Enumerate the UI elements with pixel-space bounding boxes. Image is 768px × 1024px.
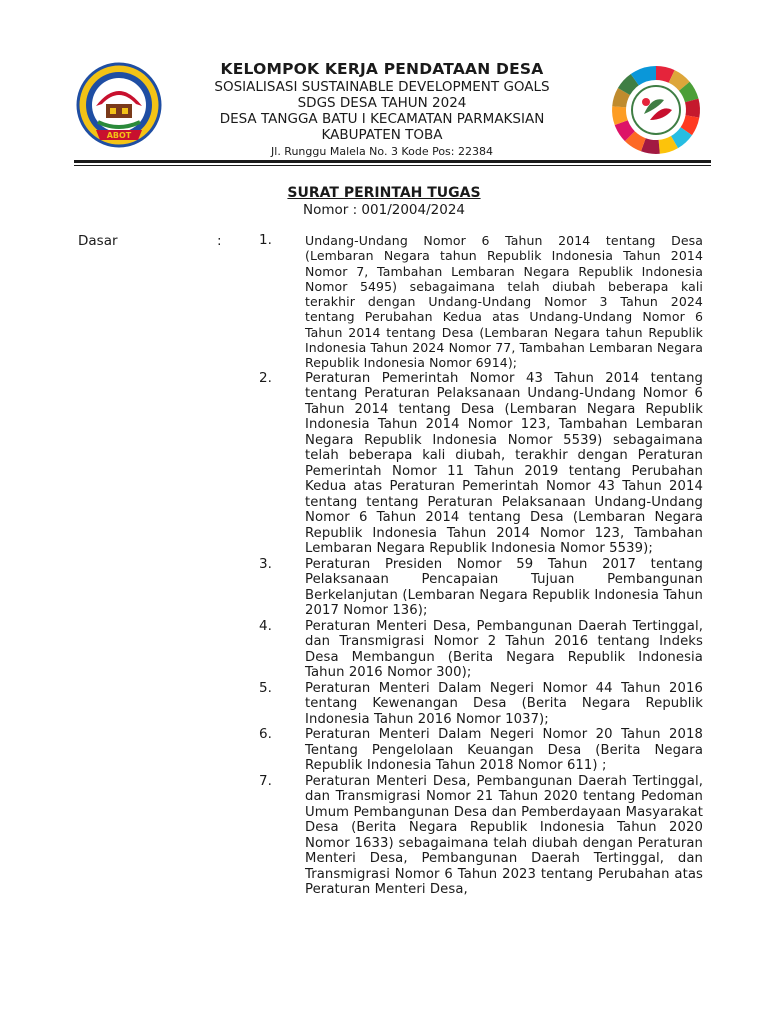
item-text: Peraturan Pemerintah Nomor 43 Tahun 2014 tentang tentang Peraturan Pelaksanaan Undang-Undang Nomor 6 Tahun 2014 tentang Desa (Lembaran Negara Republik Indonesia Tahun 2014 Nomor 123, Tambahan Lembaran Negara Republik Indonesia Nomor 5539) sebagaimana telah beberapa kali diubah, terakhir dengan Peraturan Pemerintah Nomor 11 Tahun 2019 tentang Perubahan Kedua atas Peraturan Pemerintah Nomor 43 Tahun 2014 tentang tentang Peraturan Pelaksanaan Undang-Undang Nomor 6 Tahun 2014 tentang Desa (Lembaran Negara Republik Indonesia Tahun 2014 Nomor 123, Tambahan Lembaran Negara Republik Indonesia Nomor 5539); <box>305 370 703 557</box>
list-item <box>259 233 703 371</box>
header-line-3: DESA TANGGA BATU I KECAMATAN PARMAKSIAN <box>219 111 545 127</box>
header-line-4: KABUPATEN TOBA <box>321 127 443 143</box>
item-number: 1. <box>259 232 272 248</box>
item-text: Peraturan Presiden Nomor 59 Tahun 2017 tentang Pelaksanaan Pencapaian Tujuan Pembangunan Berkelanjutan (Lembaran Negara Republik Indonesia Tahun 2017 Nomor 136); <box>305 556 703 619</box>
letterhead <box>0 0 768 170</box>
item-number: 2. <box>259 369 272 386</box>
header-line-2: SDGS DESA TAHUN 2024 <box>297 95 467 111</box>
list-item <box>259 619 703 681</box>
dasar-colon: : <box>217 233 222 249</box>
letter-number: Nomor : 001/2004/2024 <box>302 202 466 218</box>
header-line-1: SOSIALISASI SUSTAINABLE DEVELOPMENT GOALS <box>214 79 550 95</box>
dasar-list <box>259 233 703 898</box>
list-item <box>259 557 703 619</box>
list-item <box>259 371 703 557</box>
sdgs-desa-logo <box>608 62 704 158</box>
item-number: 6. <box>259 726 272 743</box>
item-number: 5. <box>259 679 272 696</box>
list-item <box>259 727 703 774</box>
list-item <box>259 681 703 728</box>
svg-text:ABOT: ABOT <box>106 131 132 140</box>
letterhead-text <box>180 60 584 160</box>
item-text: Undang-Undang Nomor 6 Tahun 2014 tentang Desa (Lembaran Negara tahun Republik Indonesia Tahun 2014 Nomor 7, Tambahan Lembaran Negara Republik Indonesia Nomor 5495) sebagaimana telah diubah beberapa kali terakhir dengan Undang-Undang Nomor 3 Tahun 2024 tentang Perubahan Kedua atas Undang-Undang Nomor 6 Tahun 2014 tentang Desa (Lembaran Negara tahun Republik Indonesia Tahun 2024 Nomor 77, Tambahan Lembaran Negara Republik Indonesia Nomor 6914); <box>305 233 703 371</box>
letter-title: SURAT PERINTAH TUGAS <box>287 185 481 201</box>
item-text: Peraturan Menteri Desa, Pembangunan Daerah Tertinggal, dan Transmigrasi Nomor 2 Tahun 2016 tentang Indeks Desa Membangun (Berita Negara Republik Indonesia Tahun 2016 Nomor 300); <box>305 618 703 681</box>
item-number: 3. <box>259 555 272 572</box>
organization-title: KELOMPOK KERJA PENDATAAN DESA <box>220 60 544 78</box>
letterhead-rule-thick <box>74 160 711 163</box>
item-text: Peraturan Menteri Desa, Pembangunan Daerah Tertinggal, dan Transmigrasi Nomor 21 Tahun 2020 tentang Pedoman Umum Pembangunan Desa dan Pemberdayaan Masyarakat Desa (Berita Negara Republik Indonesia Tahun 2020 Nomor 1633) sebagaimana telah diubah dengan Peraturan Menteri Desa, Pembangunan Daerah Tertinggal, dan Transmigrasi Nomor 6 Tahun 2023 tentang Perubahan atas Peraturan Menteri Desa, <box>305 773 703 898</box>
item-number: 4. <box>259 617 272 634</box>
list-item <box>259 774 703 898</box>
item-number: 7. <box>259 772 272 789</box>
regency-emblem-logo <box>76 62 162 148</box>
item-text: Peraturan Menteri Dalam Negeri Nomor 44 Tahun 2016 tentang Kewenangan Desa (Berita Negara Republik Indonesia Tahun 2016 Nomor 1037); <box>305 680 703 727</box>
item-text: Peraturan Menteri Dalam Negeri Nomor 20 Tahun 2018 Tentang Pengelolaan Keuangan Desa (Berita Negara Republik Indonesia Tahun 2018 Nomor 611) ; <box>305 727 703 774</box>
dasar-label: Dasar <box>78 233 118 249</box>
header-address: Jl. Runggu Malela No. 3 Kode Pos: 22384 <box>271 145 493 158</box>
letterhead-rule-thin <box>74 165 711 166</box>
